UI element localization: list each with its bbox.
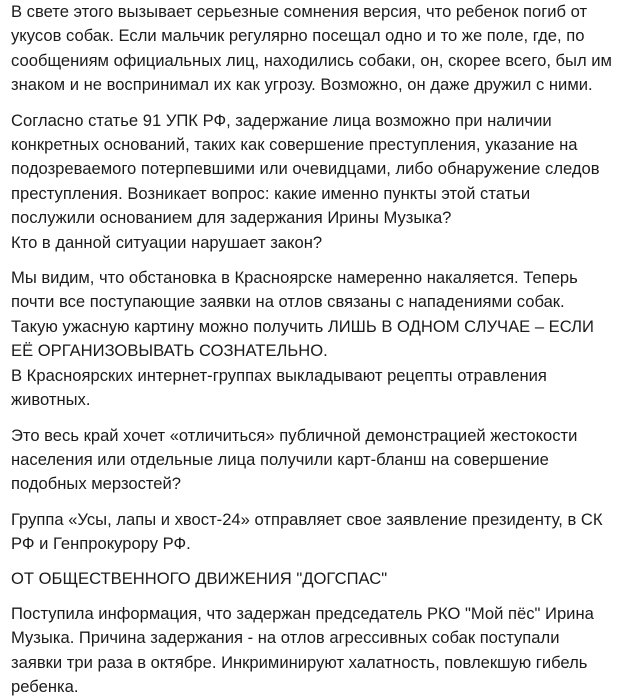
text-line: подобных мерзостей?	[11, 474, 182, 494]
text-line: послужили основанием для задержания Ирины Музыка?	[11, 208, 452, 228]
text-line: заявки три раза в октябре. Инкриминируют халатность, повлекшую гибель	[11, 652, 588, 672]
text-line: ОТ ОБЩЕСТВЕННОГО ДВИЖЕНИЯ "ДОГСПАС"	[11, 568, 388, 588]
text-line: Музыка. Причина задержания - на отлов агрессивных собак поступали	[11, 628, 560, 648]
text-line: В Красноярских интернет-группах выкладывают рецепты отравления	[11, 365, 547, 385]
text-line: Поступила информация, что задержан председатель РКО "Мой пёс" Ирина	[11, 603, 594, 623]
text-line: укусов собак. Если мальчик регулярно посещал одно и то же поле, где, по	[11, 26, 585, 46]
text-line: ребенка.	[11, 677, 79, 697]
text-line: знаком и не воспринимал их как угрозу. Возможно, он даже дружил с ними.	[11, 75, 593, 95]
text-line: Группа «Усы, лапы и хвост-24» отправляет свое заявление президенту, в СК	[11, 509, 603, 529]
paragraph-article-91	[11, 109, 621, 255]
paragraph-group-statement	[11, 508, 621, 557]
text-line: РФ и Генпрокурору РФ.	[11, 534, 191, 554]
text-line: населения или отдельные лица получили карт-бланш на совершение	[11, 449, 549, 469]
paragraph-detention-report	[11, 602, 621, 700]
text-line: Это весь край хочет «отличиться» публичной демонстрацией жестокости	[11, 425, 578, 445]
paragraph-doubts	[11, 0, 621, 98]
text-line: сообщениям официальных лиц, находились собаки, он, скорее всего, был им	[11, 50, 612, 70]
text-line: Кто в данной ситуации нарушает закон?	[11, 232, 323, 252]
text-line: конкретных оснований, таких как совершение преступления, указание на	[11, 135, 578, 155]
text-line: подозреваемого потерпевшими или очевидцами, либо обнаружение следов	[11, 159, 600, 179]
text-line: Такую ужасную картину можно получить ЛИШЬ В ОДНОМ СЛУЧАЕ – ЕСЛИ	[11, 316, 594, 336]
text-line: преступления. Возникает вопрос: какие именно пункты этой статьи	[11, 183, 531, 203]
paragraph-movement-heading	[11, 567, 621, 591]
text-line: В свете этого вызывает серьезные сомнения версия, что ребенок погиб от	[11, 2, 588, 21]
text-line: почти все поступающие заявки на отлов связаны с нападениями собак.	[11, 292, 565, 312]
text-line: животных.	[11, 390, 91, 410]
paragraph-situation	[11, 266, 621, 412]
text-line: ЕЁ ОРГАНИЗОВЫВАТЬ СОЗНАТЕЛЬНО.	[11, 341, 328, 361]
paragraph-question	[11, 424, 621, 497]
text-line: Согласно статье 91 УПК РФ, задержание лица возможно при наличии	[11, 110, 552, 130]
text-line: Мы видим, что обстановка в Красноярске намеренно накаляется. Теперь	[11, 268, 578, 288]
